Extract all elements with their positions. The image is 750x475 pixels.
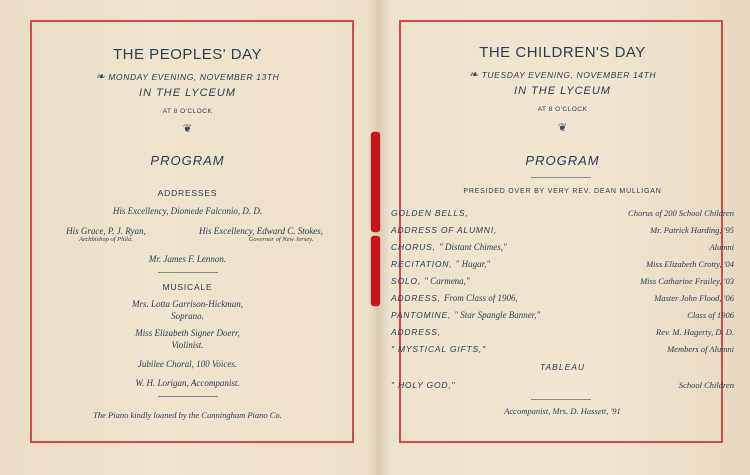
program-item-performer: Miss Elizabeth Crotty, '04 [646, 259, 734, 269]
peoples-day-date-text: MONDAY EVENING, NOVEMBER 13TH [108, 72, 280, 82]
musicale-doerr: Miss Elizabeth Signer Doerr, [135, 328, 240, 338]
program-item-name: ADDRESS, [391, 327, 441, 337]
program-item-title [391, 208, 468, 218]
piano-credit: The Piano kindly loaned by the Cunningham Piano Co. [93, 410, 282, 420]
program-item-name: GOLDEN BELLS, [391, 208, 469, 218]
program-item-title: " HOLY GOD," [391, 380, 456, 390]
program-item-performer: Rev. M. Hagerty, D. D. [656, 327, 734, 337]
program-item-quote: From Class of 1906, [444, 293, 518, 303]
program-row [391, 293, 734, 305]
address-stokes-title: Governor of New Jersey. [248, 236, 314, 243]
program-item-performer: Class of 1906 [687, 310, 734, 320]
divider-rule [531, 177, 591, 178]
program-item-name: PANTOMINE, [391, 310, 452, 320]
divider-rule [531, 399, 591, 400]
musicale-heading: MUSICALE [162, 282, 213, 292]
program-item-title [391, 344, 486, 354]
addresses-heading: ADDRESSES [157, 188, 218, 198]
address-lennon: Mr. James F. Lennon. [148, 254, 227, 264]
program-item-performer: School Children [678, 380, 734, 390]
musicale-doerr-role: Violinist. [171, 340, 204, 350]
divider-rule [158, 272, 218, 273]
musicale-jubilee-choral: Jubilee Choral, 100 Voices. [137, 359, 238, 369]
peoples-day-program-heading: PROGRAM [150, 153, 225, 168]
childrens-day-date [375, 68, 750, 81]
tableau: TABLEAU [539, 362, 586, 372]
childrens-day-program-heading: PROGRAM [525, 153, 600, 168]
program-row [391, 259, 734, 271]
address-ryan-title: Archbishop of Phila. [79, 236, 133, 243]
address-stokes [186, 226, 336, 243]
program-item-name: ADDRESS, [391, 293, 441, 303]
program-item-title [391, 259, 490, 269]
childrens-day-venue: IN THE LYCEUM [514, 85, 611, 97]
program-row [391, 310, 734, 322]
peoples-day-title: THE PEOPLES' DAY [113, 46, 262, 63]
peoples-day-venue: IN THE LYCEUM [139, 87, 236, 99]
program-row [391, 327, 734, 339]
divider-rule [158, 396, 218, 397]
peoples-day-time: AT 8 O'CLOCK [162, 108, 213, 115]
ornament-left-icon: ❧ [95, 71, 106, 83]
peoples-day-date [0, 70, 375, 83]
musicale-hickman-role: Soprano. [171, 311, 204, 321]
childrens-day-date-text: TUESDAY EVENING, NOVEMBER 14TH [481, 70, 657, 80]
program-item-performer: Alumni [709, 242, 734, 252]
ornament-left-icon: ❧ [468, 69, 479, 81]
program-item-title [391, 242, 507, 252]
program-row-holy-god [391, 380, 734, 392]
program-row [391, 344, 734, 356]
program-row [391, 276, 734, 288]
address-stokes-name: His Excellency, Edward C. Stokes, [199, 226, 323, 236]
program-item-title [391, 310, 540, 320]
address-falconio: His Excellency, Diomede Falconio, D. D. [112, 206, 263, 216]
program-item-name: ADDRESS OF ALUMNI, [391, 225, 498, 235]
program-item-quote: " Distant Chimes," [438, 242, 507, 252]
program-item-name: " MYSTICAL GIFTS," [391, 344, 486, 354]
program-item-performer: Mr. Patrick Harding, '95 [650, 225, 734, 235]
address-ryan-name: His Grace, P. J. Ryan, [66, 226, 146, 236]
musicale-hickman: Mrs. Lotta Garrison-Hickman, [131, 299, 243, 309]
program-item-quote: " Hagar," [455, 259, 491, 269]
musicale-lorigan: W. H. Lorigan, Accompanist. [135, 378, 240, 388]
fleuron-icon: ❦ [182, 123, 193, 135]
program-row [391, 225, 734, 237]
childrens-day-title: THE CHILDREN'S DAY [479, 44, 646, 61]
program-item-performer: Miss Catharine Frailey, '03 [640, 276, 734, 286]
program-item-quote: " Carmena," [424, 276, 470, 286]
address-ryan [46, 226, 166, 243]
program-item-performer: Chorus of 200 School Children [628, 208, 734, 218]
program-item-title [391, 327, 441, 337]
program-item-name: RECITATION, [391, 259, 453, 269]
program-item-performer: Master John Flood, '06 [654, 293, 734, 303]
program-item-name: SOLO, [391, 276, 421, 286]
accompanist: Accompanist, Mrs. D. Hassett, '91 [504, 406, 621, 416]
program-item-performer: Members of Alumni [667, 344, 734, 354]
program-row [391, 242, 734, 254]
presided-by: PRESIDED OVER BY VERY REV. DEAN MULLIGAN [463, 188, 662, 195]
program-row [391, 208, 734, 220]
program-item-name: CHORUS, [391, 242, 436, 252]
childrens-day-time: AT 8 O'CLOCK [537, 106, 588, 113]
program-item-quote: " Star Spangle Banner," [454, 310, 541, 320]
page-childrens-day [375, 0, 750, 475]
program-item-title [391, 293, 518, 303]
program-item-title [391, 225, 497, 235]
fleuron-icon: ❦ [557, 122, 568, 134]
program-item-title [391, 276, 470, 286]
